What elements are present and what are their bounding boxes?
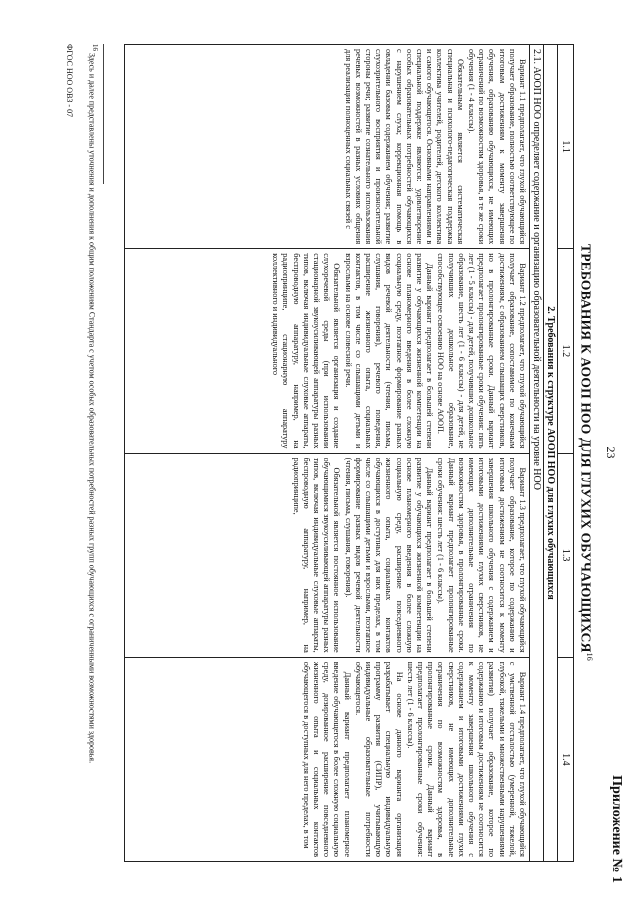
variant-1-3-paragraph: Обязательной является постоянное использование обучающимися звукоусиливающей аппаратуры разных типов, включая индивидуальные слуховые аппараты, беспроводную аппаратуру, например, на радиопринципе, — [291, 457, 342, 653]
page-title — [578, 0, 595, 905]
variant-1-3-paragraph: Данный вариант предполагает в большей степени развитие у обучающихся жизненной компетенции на основе планомерного введения в более сложную социальную среду, расширение повседневного жизненного опыта, социальных контактов обучающихся в доступных для них пределах, в том числе со слышащими детьми и взрослыми, поэтапное формирование разных видов речевой деятельности (чтения, письма, слушания, говорения). — [343, 457, 435, 653]
variant-1-3-paragraph: Вариант 1.3 предполагает, что глухой обучающийся получает образование, которое по содержанию и итоговым достижениям не соотносится к моменту завершения школьного обучения с содержанием и итоговыми достижениями глухих сверстников, не имеющих дополнительные ограничения по возможностям здоровья, в пролонгированные сроки. Данный вариант предполагает пролонгированные сроки обучения: шесть лет (1 - 6 классы). — [436, 457, 527, 653]
requirements-table — [124, 44, 574, 862]
subsection-row — [530, 45, 544, 862]
footnote-mark: 16 — [91, 44, 99, 51]
document-source: ФГОС НОО ОВЗ - 07 — [65, 44, 74, 118]
appendix-label: Приложение № 1 — [609, 775, 624, 883]
section-heading: 2. Требования к структуре АООП НОО для глухих обучающихся — [544, 45, 558, 862]
variant-1-1-paragraph: Обязательным является систематическая специальная и психолого-педагогическая поддержка коллектива учителей, родителей, детского коллектива и самого обучающегося. Основными направлениями в специальной поддержке являются: удовлетворение особых образовательных потребностей обучающихся с нарушением слуха; коррекционная помощь в овладении базовым содержанием обучения; развитие слухозрительного восприятия и произносительной стороны речи; развитие сознательного использования речевых возможностей в разных условиях общения для реализации полноценных социальных связей с — [343, 49, 465, 245]
variant-1-2-paragraph: Обязательной является организация и создание слухоречевой среды (при использовании стационарной звукоусиливающей аппаратуры разных типов, включая индивидуальные слуховые аппараты, беспроводную аппаратуру, например, на радиопринципе, стационарную аппаратуру коллективного и индивидуального — [271, 253, 342, 449]
variant-1-1-cell — [125, 45, 530, 249]
page-number: 23 — [604, 446, 618, 459]
variant-1-2-cell — [125, 249, 530, 453]
variant-1-2-paragraph: Вариант 1.2 предполагает, что глухой обучающийся получает образование, сопоставимое по конечным достижениям, с образованием слышащих сверстников, но в пролонгированные сроки. Данный вариант предполагает пролонгированные сроки обучения: пять лет (1 - 5 классы) - для детей, получивших дошкольное образование, шесть лет (1 - 6 классы) - для детей, не получивших дошкольное образование, способствующее освоению НОО на основе АООП. — [436, 253, 527, 449]
content-row — [125, 45, 530, 862]
variant-1-3-cell — [125, 453, 530, 657]
title-text: ТРЕБОВАНИЯ К АООП НОО ДЛЯ ГЛУХИХ ОБУЧАЮЩИХСЯ — [578, 244, 594, 653]
variant-1-4-paragraph: На основе данного варианта организация разрабатывает специальную индивидуальную программу развития (СИПР), учитывающую индивидуальные образовательные потребности обучающегося. — [353, 661, 404, 857]
footnote-divider — [103, 44, 104, 184]
column-header-row — [558, 45, 574, 862]
variant-1-4-cell — [125, 657, 530, 861]
variant-1-4-paragraph: Вариант 1.4 предполагает, что глухой обучающийся с умственной отсталостью (умеренной, тяжелой, глубокой, тяжелыми и множественными нарушениями развития) получает образование, которое по содержанию и итоговым достижениям не соотносится к моменту завершения школьного обучения с содержанием и итоговыми достижениями глухих сверстников, не имеющих дополнительные ограничения по возможностям здоровья, в пролонгированные сроки. Данный вариант предполагает пролонгированные сроки обучения: шесть лет (1 - 6 классы). — [405, 661, 527, 857]
title-footnote-mark: 16 — [585, 652, 594, 661]
variant-1-1-paragraph: Вариант 1.1 предполагает, что глухой обучающийся получает образование, полностью соответствующее по итоговым достижениям к моменту завершения обучения, образованию обучающихся, не имеющих ограничений по возможностям здоровья, в те же сроки обучения (1 - 4 классы). — [466, 49, 527, 245]
column-header-1-1: 1.1 — [558, 45, 574, 249]
column-header-1-4: 1.4 — [558, 657, 574, 861]
variant-1-4-paragraph: Данный вариант предполагает планомерное введение обучающегося в более сложную социальную среду, дозированное расширение повседневного жизненного опыта и социальных контактов обучающегося в доступных для него пределах, в том — [301, 661, 352, 857]
footnote-text: Здесь и далее представлены уточнения и дополнения к общим положениям Стандарта с учетом особых образовательных потребностей разных групп обучающихся с ограниченными возможностями здоровья. — [87, 53, 97, 764]
variant-1-2-paragraph: Данный вариант предполагает в большей степени развитие у обучающихся жизненной компетенции на основе планомерного введения в более сложную социальную среду, поэтапное формирование разных видов речевой деятельности (чтения, письма, слушания, говорения), речевого поведения, расширение жизненного опыта, социальных контактов, в том числе со слышащими детьми и взрослыми на основе словесной речи. — [343, 253, 435, 449]
column-header-1-2: 1.2 — [558, 249, 574, 453]
section-row — [544, 45, 558, 862]
column-header-1-3: 1.3 — [558, 453, 574, 657]
subsection-heading: 2.1. АООП НОО определяет содержание и организацию образовательной деятельности на уровне НОО — [530, 45, 544, 862]
footnote — [86, 44, 100, 862]
